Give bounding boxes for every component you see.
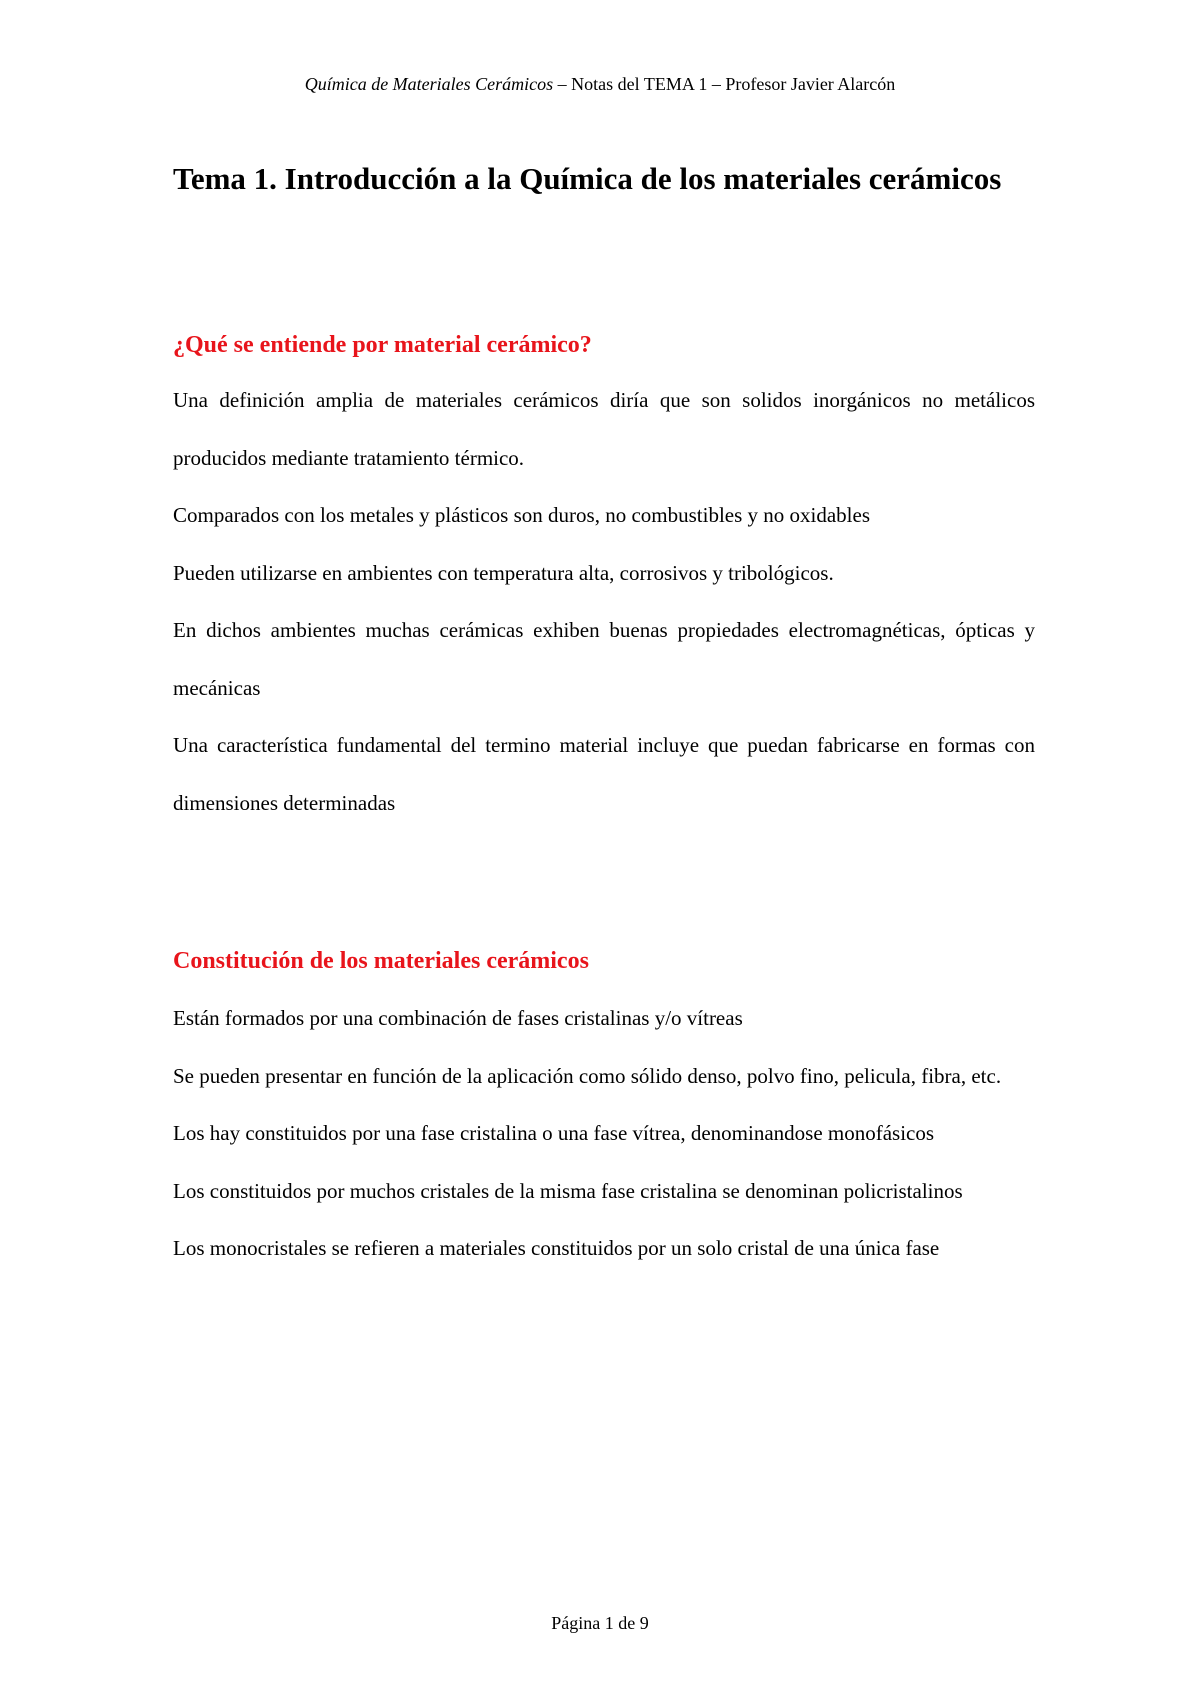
paragraph: Pueden utilizarse en ambientes con temperatura alta, corrosivos y tribológicos.	[173, 560, 834, 585]
paragraph: En dichos ambientes muchas cerámicas exhiben buenas propiedades electromagnéticas, ópticas y mecánicas	[173, 618, 1035, 700]
paragraph: Están formados por una combinación de fases cristalinas y/o vítreas	[173, 1006, 743, 1030]
paragraph: Una característica fundamental del termino material incluye que puedan fabricarse en formas con dimensiones determinadas	[173, 733, 1035, 815]
page-number: Página 1 de 9	[551, 1613, 649, 1633]
paragraph: Comparados con los metales y plásticos son duros, no combustibles y no oxidables	[173, 503, 870, 527]
paragraph: Los hay constituidos por una fase cristalina o una fase vítrea, denominandose monofásicos	[173, 1121, 935, 1145]
paragraph: Los constituidos por muchos cristales de la misma fase cristalina se denominan policristalinos	[173, 1178, 963, 1203]
paragraph: Los monocristales se refieren a materiales constituidos por un solo cristal de una única fase	[173, 1236, 940, 1260]
section-heading-definicion: ¿Qué se entiende por material cerámico?	[173, 332, 592, 358]
header-course-name: Química de Materiales Cerámicos	[304, 74, 554, 94]
paragraph: Se pueden presentar en función de la aplicación como sólido denso, polvo fino, pelicula, fibra, etc.	[173, 1063, 1002, 1088]
page-header	[0, 73, 1200, 95]
section-heading-constitucion: Constitución de los materiales cerámicos	[173, 948, 589, 974]
section-body-constitucion	[173, 990, 1035, 1278]
page-title: Tema 1. Introducción a la Química de los materiales cerámicos	[173, 161, 1002, 196]
header-notes: – Notas del TEMA 1 – Profesor Javier Alarcón	[553, 74, 896, 94]
paragraph: Una definición amplia de materiales cerámicos diría que son solidos inorgánicos no metálicos producidos mediante tratamiento térmico.	[173, 388, 1035, 470]
section-body-definicion	[173, 372, 1035, 832]
